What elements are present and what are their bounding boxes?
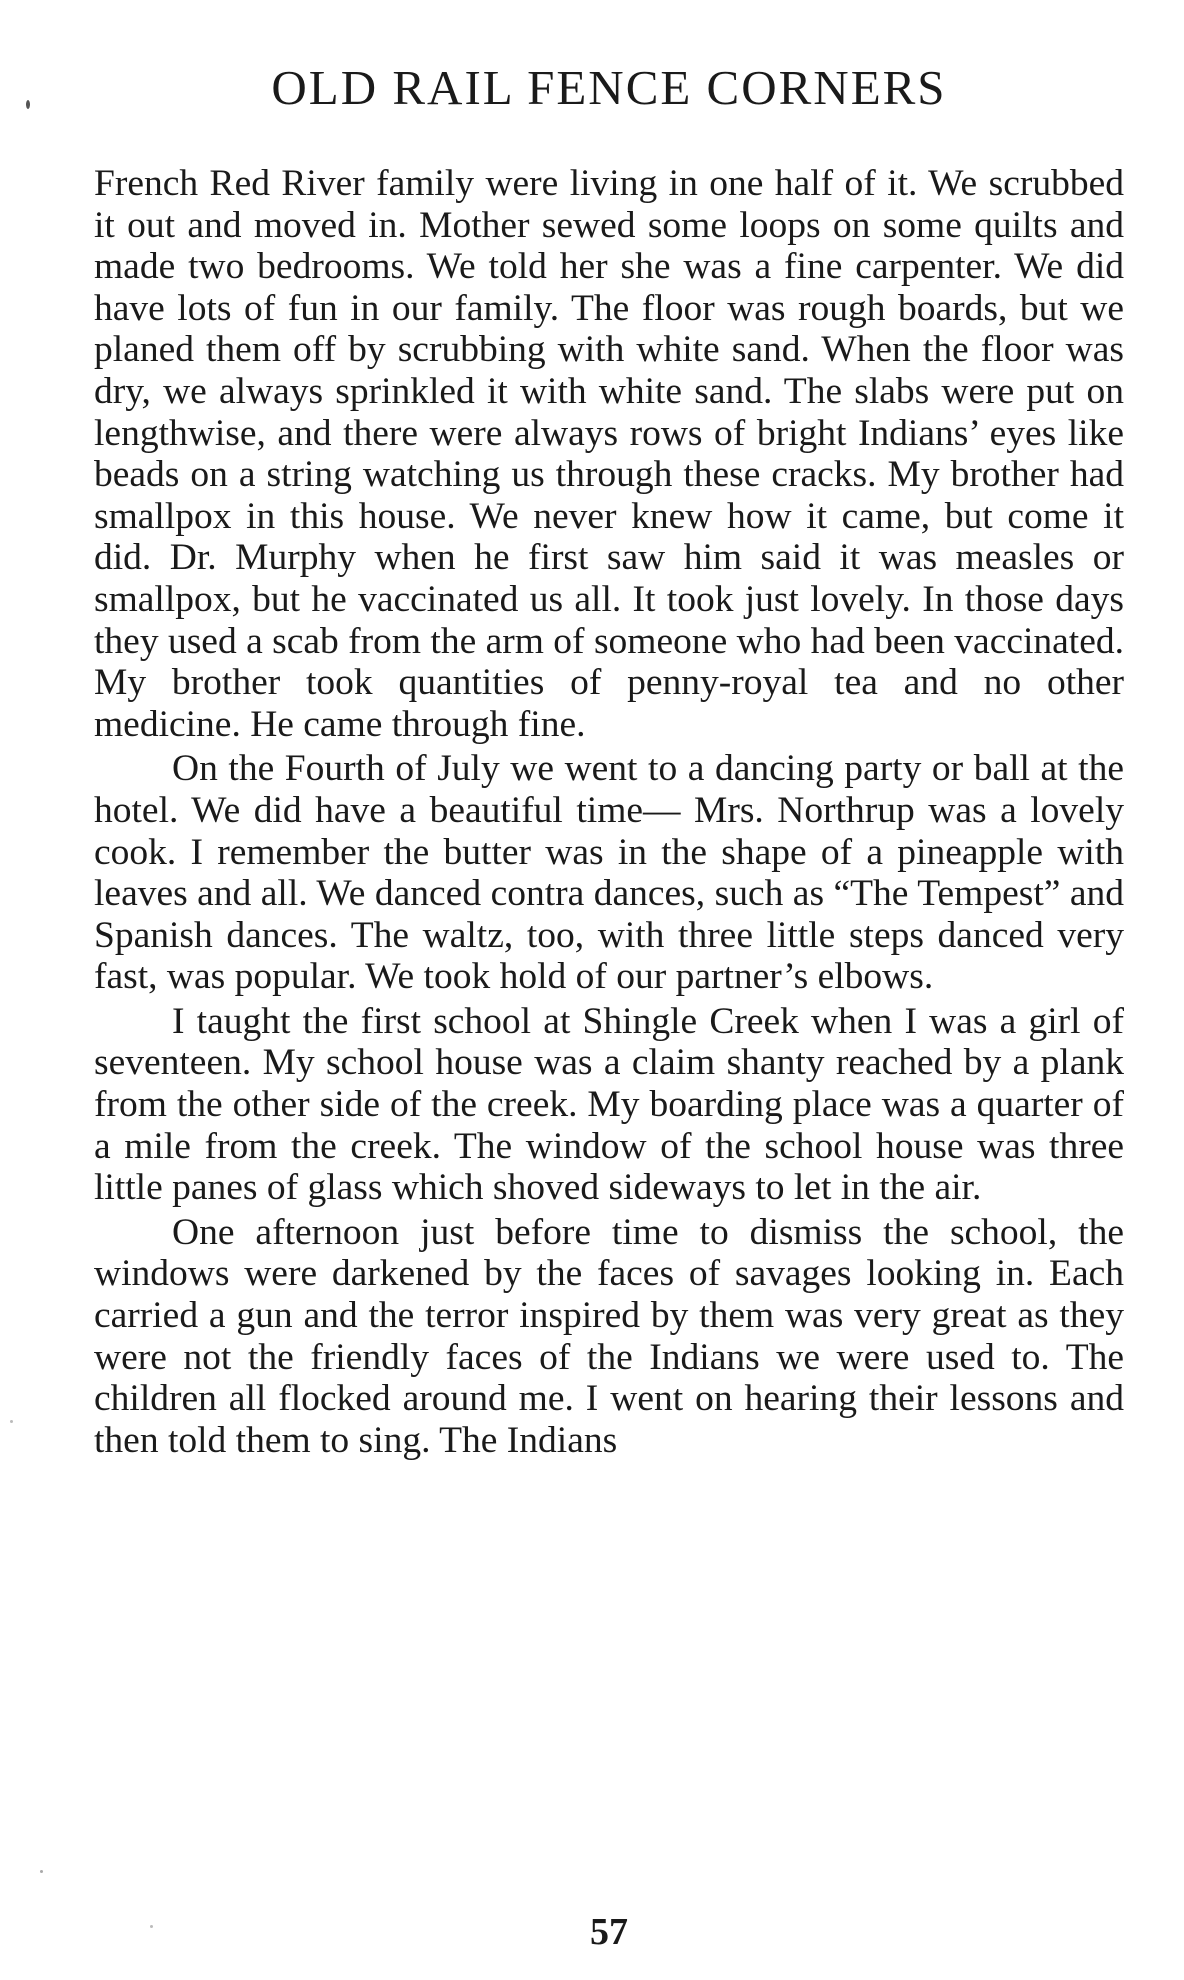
- book-page: [94, 0, 1124, 1980]
- scan-speck: [10, 1420, 13, 1423]
- scan-speck: [26, 100, 30, 109]
- body-text: [94, 163, 1124, 1464]
- paragraph-3: I taught the first school at Shingle Creek when I was a girl of seventeen. My school house was a claim shanty reached by a plank from the other side of the creek. My boarding place was a quarter of a mile from the creek. The window of the school house was three little panes of glass which shoved sideways to let in the air.: [94, 1000, 1124, 1209]
- paragraph-1: French Red River family were living in one half of it. We scrubbed it out and moved in. Mother sewed some loops on some quilts and made two bedrooms. We told her she was a fine carpenter. We did have lots of fun in our family. The floor was rough boards, but we planed them off by scrubbing with white sand. When the floor was dry, we always sprinkled it with white sand. The slabs were put on lengthwise, and there were always rows of bright Indians’ eyes like beads on a string watching us through these cracks. My brother had smallpox in this house. We never knew how it came, but come it did. Dr. Murphy when he first saw him said it was measles or smallpox, but he vaccinated us all. It took just lovely. In those days they used a scab from the arm of someone who had been vaccinated. My brother took quantities of penny-royal tea and no other medicine. He came through fine.: [94, 163, 1124, 745]
- scan-speck: [150, 1925, 153, 1928]
- paragraph-2: On the Fourth of July we went to a dancing party or ball at the hotel. We did have a beautiful time— Mrs. Northrup was a lovely cook. I remember the butter was in the shape of a pineapple with leaves and all. We danced contra dances, such as “The Tempest” and Spanish dances. The waltz, too, with three little steps danced very fast, was popular. We took hold of our partner’s elbows.: [94, 748, 1124, 998]
- running-head: OLD RAIL FENCE CORNERS: [271, 60, 947, 115]
- page-number: 57: [590, 1911, 628, 1953]
- paragraph-4: One afternoon just before time to dismiss the school, the windows were darkened by the faces of savages looking in. Each carried a gun and the terror inspired by them was very great as they were not the friendly faces of the Indians we were used to. The children all flocked around me. I went on hearing their lessons and then told them to sing. The Indians: [94, 1211, 1124, 1461]
- scan-speck: [40, 1870, 43, 1873]
